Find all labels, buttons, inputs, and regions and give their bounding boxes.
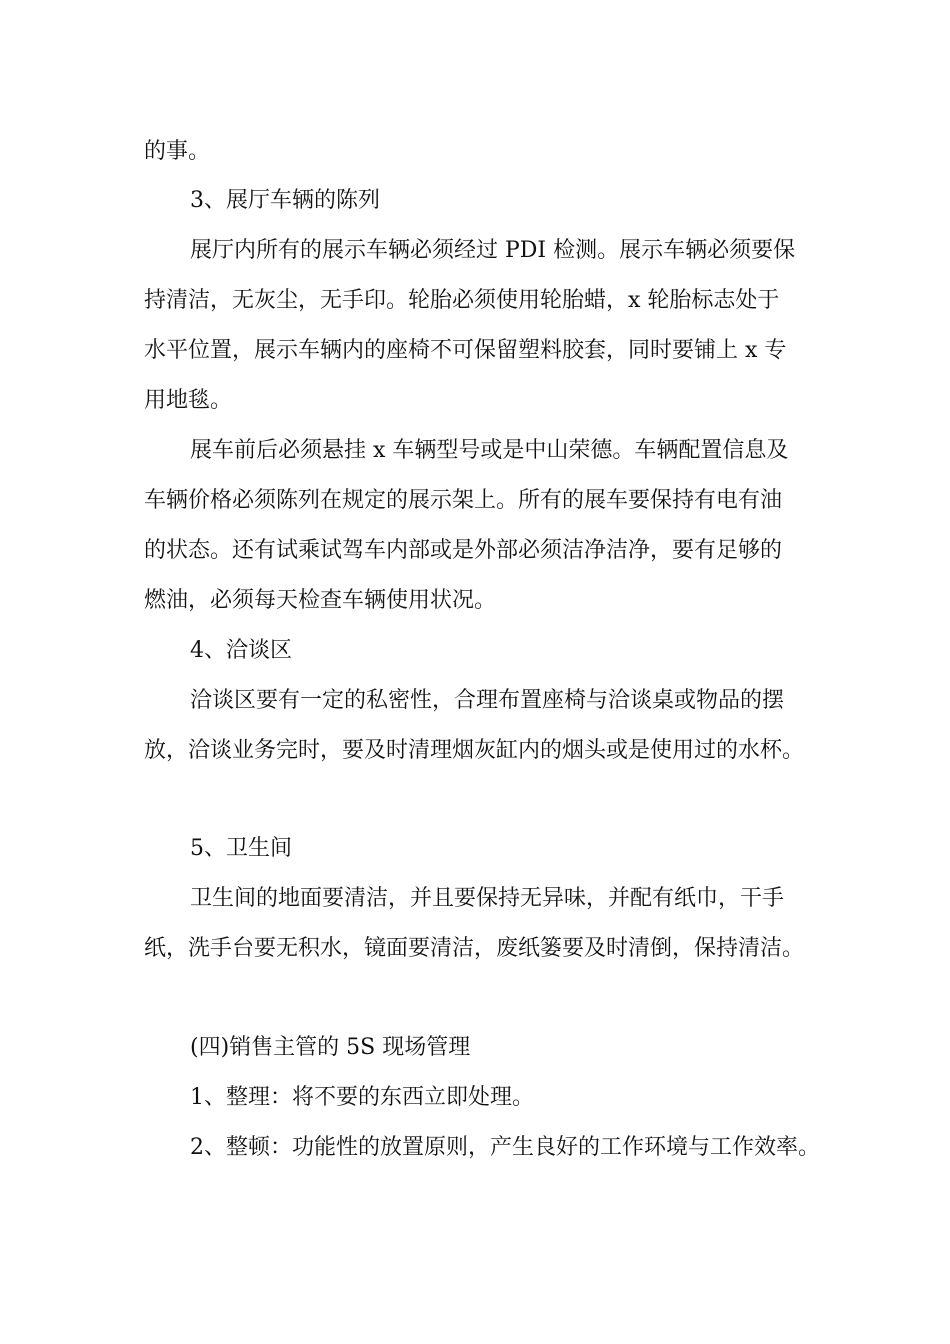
- paragraph-line: 的事。: [144, 139, 211, 164]
- paragraph-line: 纸，洗手台要无积水，镜面要清洁，废纸篓要及时清倒，保持清洁。: [144, 936, 805, 961]
- paragraph-line: 用地毯。: [144, 388, 233, 413]
- paragraph-line: 卫生间的地面要清洁，并且要保持无异味，并配有纸巾，干手: [190, 886, 785, 911]
- paragraph-line: 展厅内所有的展示车辆必须经过 PDI 检测。展示车辆必须要保: [190, 238, 796, 263]
- section-heading: 4、洽谈区: [190, 638, 292, 663]
- section-heading: 5、卫生间: [190, 836, 292, 861]
- paragraph-line: 水平位置，展示车辆内的座椅不可保留塑料胶套，同时要铺上 x 专: [144, 338, 787, 363]
- list-item: 2、整顿：功能性的放置原则，产生良好的工作环境与工作效率。: [190, 1135, 820, 1160]
- paragraph-line: 放，洽谈业务完时，要及时清理烟灰缸内的烟头或是使用过的水杯。: [144, 738, 805, 763]
- paragraph-line: 燃油，必须每天检查车辆使用状况。: [144, 588, 497, 613]
- paragraph-line: 的状态。还有试乘试驾车内部或是外部必须洁净洁净，要有足够的: [144, 538, 783, 563]
- paragraph-line: 洽谈区要有一定的私密性，合理布置座椅与洽谈桌或物品的摆: [190, 688, 785, 713]
- paragraph-line: 持清洁，无灰尘，无手印。轮胎必须使用轮胎蜡，x 轮胎标志处于: [144, 288, 780, 313]
- paragraph-line: 车辆价格必须陈列在规定的展示架上。所有的展车要保持有电有油: [144, 488, 783, 513]
- list-item: 1、整理：将不要的东西立即处理。: [190, 1085, 534, 1110]
- paragraph-line: 展车前后必须悬挂 x 车辆型号或是中山荣德。车辆配置信息及: [190, 438, 789, 463]
- section-heading: (四)销售主管的 5S 现场管理: [190, 1035, 471, 1060]
- section-heading: 3、展厅车辆的陈列: [190, 188, 380, 213]
